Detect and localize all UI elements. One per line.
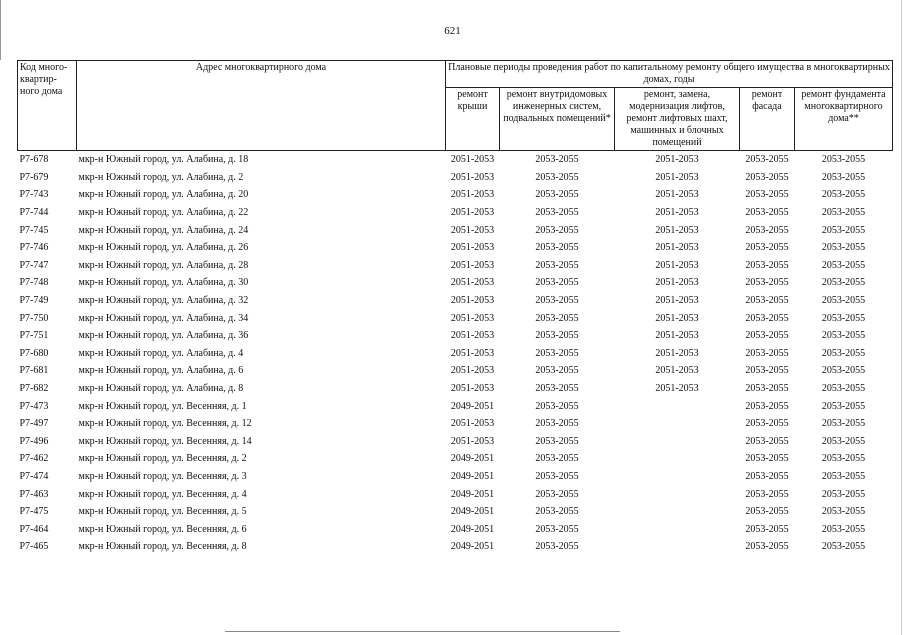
cell-code: Р7-679 [19,171,49,183]
cell-roof: 2051-2053 [450,277,495,289]
cell-elevators: 2051-2053 [655,383,699,395]
cell-elevators: 2051-2053 [655,365,699,377]
cell-engineering: 2053-2055 [535,330,579,342]
cell-facade: 2053-2055 [745,207,789,219]
cell-engineering: 2053-2055 [535,207,579,219]
cell-elevators [615,485,740,503]
cell-code: Р7-496 [19,435,49,447]
cell-code: Р7-749 [19,295,49,307]
table-row [18,151,893,169]
cell-roof: 2049-2051 [450,541,495,553]
cell-elevators [615,468,740,486]
cell-address: мкр-н Южный город, ул. Весенняя, д. 5 [78,506,247,518]
cell-facade: 2053-2055 [745,453,789,465]
cell-engineering: 2053-2055 [535,541,579,553]
cell-elevators [615,450,740,468]
cell-code: Р7-462 [19,453,49,465]
cell-facade: 2053-2055 [745,189,789,201]
cell-elevators [615,520,740,538]
table-row [18,397,893,415]
cell-facade: 2053-2055 [745,295,789,307]
cell-engineering: 2053-2055 [535,400,579,412]
cell-code: Р7-463 [19,488,49,500]
cell-engineering: 2053-2055 [535,365,579,377]
cell-foundation: 2053-2055 [821,488,866,500]
cell-address: мкр-н Южный город, ул. Весенняя, д. 2 [78,453,247,465]
cell-foundation: 2053-2055 [821,189,866,201]
cell-foundation: 2053-2055 [821,435,866,447]
cell-address: мкр-н Южный город, ул. Алабина, д. 8 [78,383,244,395]
cell-facade: 2053-2055 [745,277,789,289]
cell-foundation: 2053-2055 [821,400,866,412]
cell-roof: 2051-2053 [450,383,495,395]
header-code: Код много-квартир-ного дома [18,61,77,151]
table-row [18,327,893,345]
table-row [18,169,893,187]
cell-roof: 2049-2051 [450,488,495,500]
cell-address: мкр-н Южный город, ул. Алабина, д. 24 [78,224,249,236]
cell-address: мкр-н Южный город, ул. Алабина, д. 18 [77,151,446,169]
table-row [18,257,893,275]
cell-foundation: 2053-2055 [821,330,866,342]
cell-roof: 2051-2053 [450,242,495,254]
cell-address: мкр-н Южный город, ул. Весенняя, д. 4 [78,488,247,500]
cell-foundation: 2053-2055 [821,207,866,219]
cell-roof: 2049-2051 [450,506,495,518]
cell-roof: 2051-2053 [450,330,495,342]
cell-elevators: 2051-2053 [615,151,740,169]
cell-foundation: 2053-2055 [821,523,866,535]
cell-address: мкр-н Южный город, ул. Алабина, д. 6 [78,365,244,377]
cell-engineering: 2053-2055 [535,383,579,395]
cell-elevators: 2051-2053 [655,295,699,307]
header-roof: ремонт крыши [446,88,500,151]
cell-elevators: 2051-2053 [655,330,699,342]
cell-foundation: 2053-2055 [821,453,866,465]
cell-engineering: 2053-2055 [535,277,579,289]
header-engineering: ремонт внутридомовых инженерных систем, подвальных помещений* [500,88,615,151]
cell-code: Р7-747 [19,259,49,271]
cell-elevators: 2051-2053 [655,207,699,219]
cell-code: Р7-681 [19,365,49,377]
cell-facade: 2053-2055 [745,242,789,254]
cell-roof: 2051-2053 [450,259,495,271]
cell-elevators: 2051-2053 [655,347,699,359]
page-number: 621 [444,25,461,37]
cell-engineering: 2053-2055 [535,295,579,307]
cell-foundation: 2053-2055 [821,470,866,482]
cell-roof: 2051-2053 [450,207,495,219]
cell-address: мкр-н Южный город, ул. Алабина, д. 22 [78,207,249,219]
cell-foundation: 2053-2055 [821,224,866,236]
cell-facade: 2053-2055 [745,541,789,553]
cell-foundation: 2053-2055 [821,506,866,518]
cell-elevators [615,503,740,521]
header-elevators: ремонт, замена, модернизация лифтов, ремонт лифтовых шахт, машинных и блочных помещений [615,88,740,151]
cell-code: Р7-746 [19,242,49,254]
cell-roof: 2051-2053 [450,189,495,201]
cell-engineering: 2053-2055 [535,435,579,447]
cell-code: Р7-682 [19,383,49,395]
table-row [18,221,893,239]
cell-code: Р7-497 [19,418,49,430]
cell-facade: 2053-2055 [745,312,789,324]
table-row [18,433,893,451]
cell-roof: 2051-2053 [450,435,495,447]
cell-address: мкр-н Южный город, ул. Весенняя, д. 14 [78,435,252,447]
footer-rule [225,631,620,632]
capital-repair-table [17,60,893,556]
cell-elevators: 2051-2053 [655,224,699,236]
cell-foundation: 2053-2055 [821,295,866,307]
cell-engineering: 2053-2055 [535,418,579,430]
table-row [18,292,893,310]
table-row [18,538,893,556]
cell-code: Р7-745 [19,224,49,236]
cell-foundation: 2053-2055 [821,242,866,254]
cell-engineering: 2053-2055 [535,453,579,465]
cell-code: Р7-474 [19,470,49,482]
cell-foundation: 2053-2055 [821,541,866,553]
table-row [18,309,893,327]
cell-foundation: 2053-2055 [821,259,866,271]
cell-address: мкр-н Южный город, ул. Алабина, д. 2 [78,171,244,183]
cell-code: Р7-750 [19,312,49,324]
cell-elevators [615,415,740,433]
table-row [18,274,893,292]
cell-engineering: 2053-2055 [535,470,579,482]
cell-roof: 2051-2053 [450,224,495,236]
cell-code: Р7-751 [19,330,49,342]
cell-address: мкр-н Южный город, ул. Алабина, д. 26 [78,242,249,254]
cell-engineering: 2053-2055 [535,488,579,500]
cell-engineering: 2053-2055 [535,523,579,535]
scan-edge-line [901,0,902,635]
cell-roof: 2051-2053 [446,151,500,169]
cell-address: мкр-н Южный город, ул. Алабина, д. 28 [78,259,249,271]
cell-facade: 2053-2055 [745,383,789,395]
cell-roof: 2051-2053 [450,295,495,307]
table-row [18,380,893,398]
cell-code: Р7-473 [19,400,49,412]
table-row [18,485,893,503]
cell-address: мкр-н Южный город, ул. Алабина, д. 36 [78,330,249,342]
cell-engineering: 2053-2055 [500,151,615,169]
cell-facade: 2053-2055 [745,224,789,236]
cell-code: Р7-680 [19,347,49,359]
table-row [18,345,893,363]
cell-roof: 2051-2053 [450,171,495,183]
cell-address: мкр-н Южный город, ул. Весенняя, д. 6 [78,523,247,535]
cell-elevators [615,538,740,556]
cell-roof: 2051-2053 [450,365,495,377]
cell-facade: 2053-2055 [745,435,789,447]
cell-elevators: 2051-2053 [655,312,699,324]
cell-code: Р7-465 [19,541,49,553]
cell-facade: 2053-2055 [745,330,789,342]
table-row [18,415,893,433]
cell-address: мкр-н Южный город, ул. Алабина, д. 4 [78,347,244,359]
cell-engineering: 2053-2055 [535,312,579,324]
cell-roof: 2049-2051 [450,453,495,465]
header-address: Адрес многоквартирного дома [77,61,446,151]
cell-foundation: 2053-2055 [795,151,893,169]
header-facade: ремонт фасада [740,88,795,151]
cell-foundation: 2053-2055 [821,277,866,289]
cell-foundation: 2053-2055 [821,383,866,395]
table-row [18,450,893,468]
cell-elevators: 2051-2053 [655,242,699,254]
cell-foundation: 2053-2055 [821,365,866,377]
cell-foundation: 2053-2055 [821,312,866,324]
cell-address: мкр-н Южный город, ул. Весенняя, д. 8 [78,541,247,553]
cell-engineering: 2053-2055 [535,171,579,183]
header-periods: Плановые периоды проведения работ по капитальному ремонту общего имущества в многоквартирных домах, годы [446,61,893,88]
cell-address: мкр-н Южный город, ул. Алабина, д. 34 [78,312,249,324]
cell-roof: 2051-2053 [450,418,495,430]
cell-elevators: 2051-2053 [655,171,699,183]
cell-address: мкр-н Южный город, ул. Весенняя, д. 3 [78,470,247,482]
cell-facade: 2053-2055 [745,488,789,500]
table-row [18,468,893,486]
cell-facade: 2053-2055 [745,171,789,183]
cell-address: мкр-н Южный город, ул. Алабина, д. 20 [78,189,249,201]
cell-elevators: 2051-2053 [655,259,699,271]
cell-address: мкр-н Южный город, ул. Алабина, д. 32 [78,295,249,307]
cell-engineering: 2053-2055 [535,506,579,518]
cell-roof: 2051-2053 [450,312,495,324]
table-row [18,186,893,204]
table-row [18,204,893,222]
cell-foundation: 2053-2055 [821,418,866,430]
cell-facade: 2053-2055 [745,347,789,359]
cell-elevators: 2051-2053 [655,189,699,201]
cell-facade: 2053-2055 [745,470,789,482]
cell-foundation: 2053-2055 [821,347,866,359]
header-foundation: ремонт фундамента многоквартирного дома** [795,88,893,151]
cell-elevators [615,397,740,415]
cell-facade: 2053-2055 [740,151,795,169]
cell-code: Р7-743 [19,189,49,201]
cell-facade: 2053-2055 [745,259,789,271]
cell-address: мкр-н Южный город, ул. Алабина, д. 30 [78,277,249,289]
cell-facade: 2053-2055 [745,418,789,430]
table-row [18,239,893,257]
cell-facade: 2053-2055 [745,506,789,518]
cell-code: Р7-464 [19,523,49,535]
cell-facade: 2053-2055 [745,523,789,535]
cell-roof: 2049-2051 [450,523,495,535]
cell-code: Р7-744 [19,207,49,219]
cell-code: Р7-678 [18,151,77,169]
table-body [18,151,893,556]
cell-engineering: 2053-2055 [535,259,579,271]
table-row [18,362,893,380]
cell-facade: 2053-2055 [745,365,789,377]
cell-engineering: 2053-2055 [535,242,579,254]
cell-facade: 2053-2055 [745,400,789,412]
cell-engineering: 2053-2055 [535,224,579,236]
table-row [18,520,893,538]
cell-engineering: 2053-2055 [535,347,579,359]
cell-address: мкр-н Южный город, ул. Весенняя, д. 1 [78,400,247,412]
cell-roof: 2049-2051 [450,470,495,482]
cell-address: мкр-н Южный город, ул. Весенняя, д. 12 [78,418,252,430]
cell-code: Р7-748 [19,277,49,289]
cell-roof: 2049-2051 [450,400,495,412]
cell-elevators: 2051-2053 [655,277,699,289]
table-row [18,503,893,521]
cell-roof: 2051-2053 [450,347,495,359]
cell-engineering: 2053-2055 [535,189,579,201]
cell-foundation: 2053-2055 [821,171,866,183]
cell-elevators [615,433,740,451]
cell-code: Р7-475 [19,506,49,518]
